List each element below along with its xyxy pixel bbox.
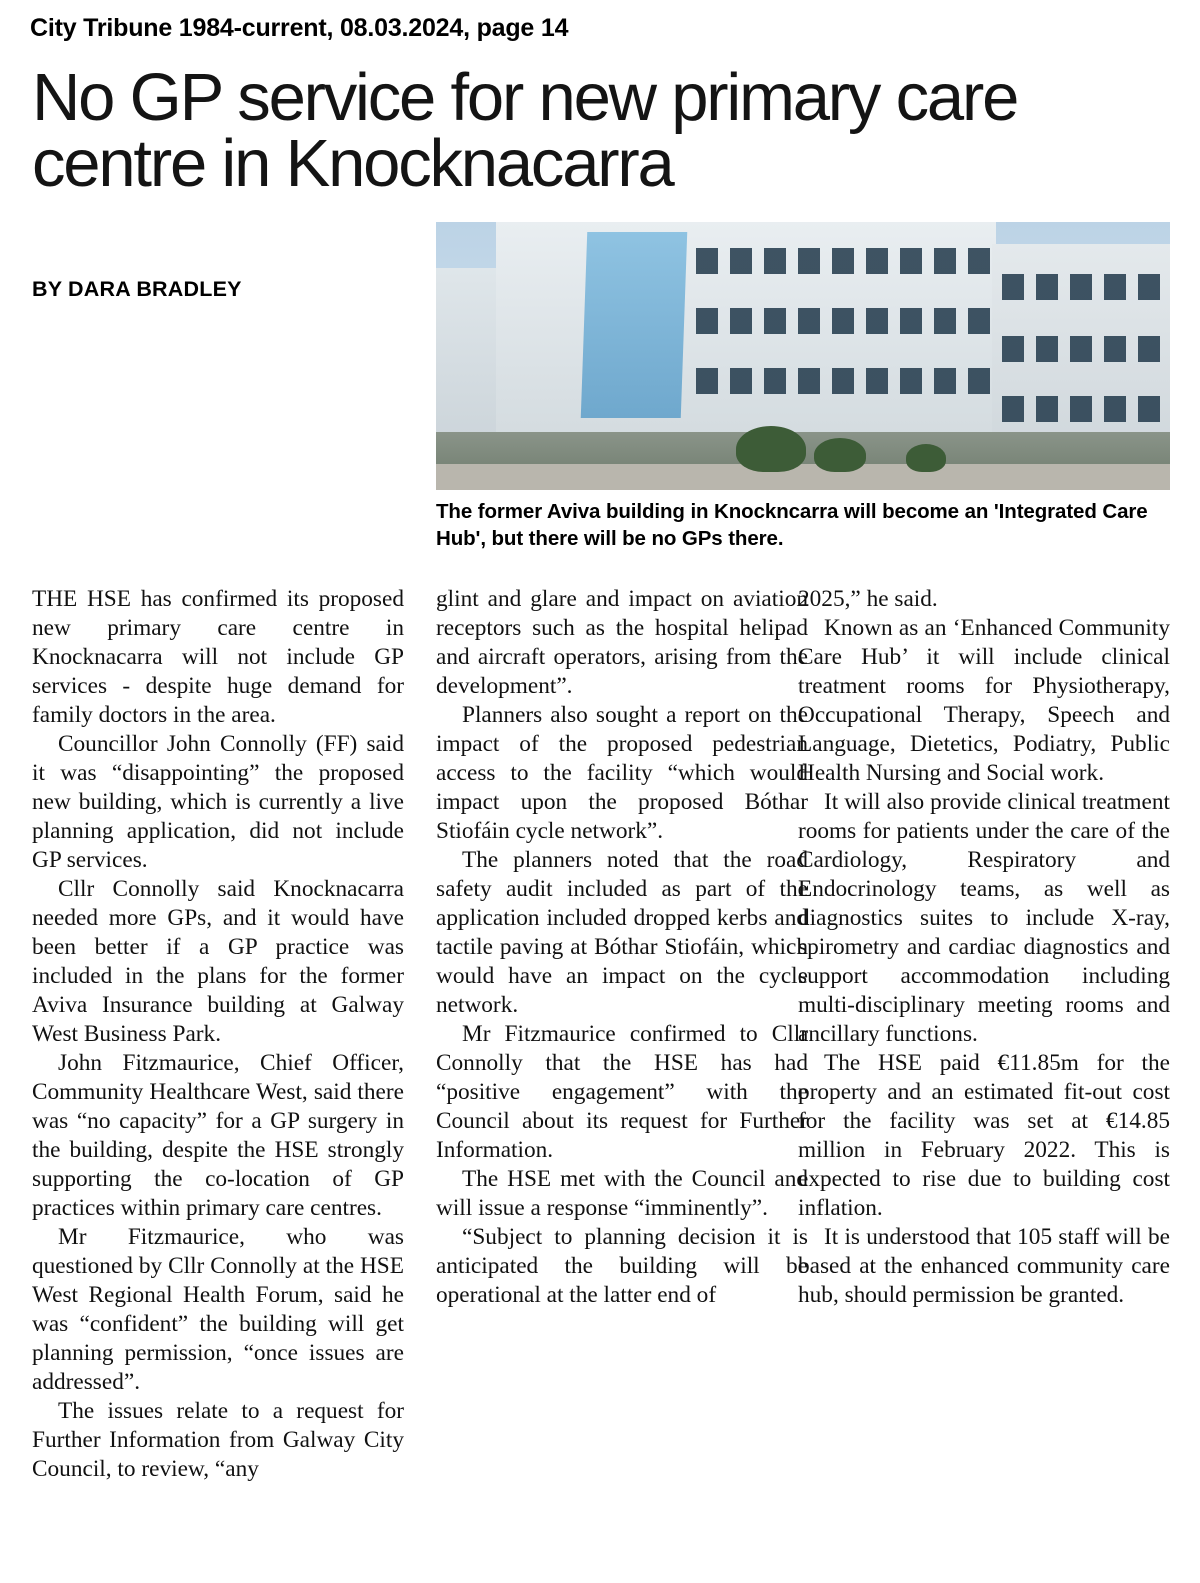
paragraph: Cllr Connolly said Knocknacarra needed more GPs, and it would have been better if a GP practice was included in the plans for the former Aviva Insurance building at Galway West Business Park. (32, 876, 404, 1048)
newspaper-page (0, 14, 1200, 1583)
paragraph: The planners noted that the road safety audit included as part of the application included dropped kerbs and tactile paving at Bóthar Stiofáin, which would have an impact on the cycle network. (436, 847, 808, 1019)
paragraph: It is understood that 105 staff will be based at the enhanced community care hub, should permission be granted. (798, 1224, 1170, 1309)
paragraph: THE HSE has confirmed its proposed new primary care centre in Knocknacarra will not include GP services - despite huge demand for family doctors in the area. (32, 586, 404, 729)
photo-window-row (696, 368, 996, 394)
photo-shrub (814, 438, 866, 472)
photo-blue-cladding-panel (581, 232, 687, 418)
article-byline: BY DARA BRADLEY (32, 277, 242, 302)
page-title: No GP service for new primary care centre in Knocknacarra (32, 60, 1018, 201)
photo-window-row (1002, 336, 1162, 362)
photo-window-row (1002, 396, 1162, 422)
body-column-3 (798, 585, 1170, 1310)
paragraph: The HSE met with the Council and will issue a response “imminently”. (436, 1166, 808, 1222)
body-column-2 (436, 585, 808, 1310)
former-aviva-building-photo (436, 222, 1170, 490)
paragraph: Known as an ‘Enhanced Community Care Hub’ it will include clinical treatment rooms for Physiotherapy, Occupational Therapy, Speech and Language, Dietetics, Podiatry, Public Health Nursing and Social work. (798, 615, 1170, 787)
paragraph: glint and glare and impact on aviation receptors such as the hospital helipad and aircraft operators, arising from the development”. (436, 586, 808, 700)
photo-footpath (436, 464, 1170, 490)
figure-caption: The former Aviva building in Knockncarra will become an 'Integrated Care Hub', but there will be no GPs there. (436, 500, 1148, 550)
photo-window-row (696, 308, 996, 334)
paragraph: Mr Fitzmaurice confirmed to Cllr Connolly that the HSE has had “positive engagement” with the Council about its request for Further Information. (436, 1021, 808, 1164)
paragraph: “Subject to planning decision it is anticipated the building will be operational at the latter end of (436, 1224, 808, 1309)
paragraph: Councillor John Connolly (FF) said it was “disappointing” the proposed new building, which is currently a live planning application, did not include GP services. (32, 731, 404, 874)
paragraph: The HSE paid €11.85m for the property and an estimated fit-out cost for the facility was set at €14.85 million in February 2022. This is expected to rise due to building cost inflation. (798, 1050, 1170, 1222)
masthead-source-line: City Tribune 1984-current, 08.03.2024, page 14 (30, 14, 569, 42)
photo-window-row (696, 248, 996, 274)
photo-shrub (906, 444, 946, 472)
paragraph: John Fitzmaurice, Chief Officer, Community Healthcare West, said there was “no capacity” for a GP surgery in the building, despite the HSE strongly supporting the co-location of GP practices within primary care centres. (32, 1050, 404, 1222)
paragraph: Mr Fitzmaurice, who was questioned by Cllr Connolly at the HSE West Regional Health Forum, said he was “confident” the building will get planning permission, “once issues are addressed”. (32, 1224, 404, 1396)
article-figure (436, 222, 1170, 551)
photo-shrub (736, 426, 806, 472)
body-column-1 (32, 222, 404, 1484)
paragraph: It will also provide clinical treatment rooms for patients under the care of the Cardiology, Respiratory and Endocrinology teams, as well as diagnostics suites to include X-ray, spirometry and cardiac diagnostics and support accommodation including multi-disciplinary meeting rooms and ancillary functions. (798, 789, 1170, 1048)
paragraph: The issues relate to a request for Further Information from Galway City Council, to review, “any (32, 1398, 404, 1483)
paragraph: 2025,” he said. (798, 586, 938, 613)
photo-window-row (1002, 274, 1162, 300)
paragraph: Planners also sought a report on the impact of the proposed pedestrian access to the facility “which would impact upon the proposed Bóthar Stiofáin cycle network”. (436, 702, 808, 845)
